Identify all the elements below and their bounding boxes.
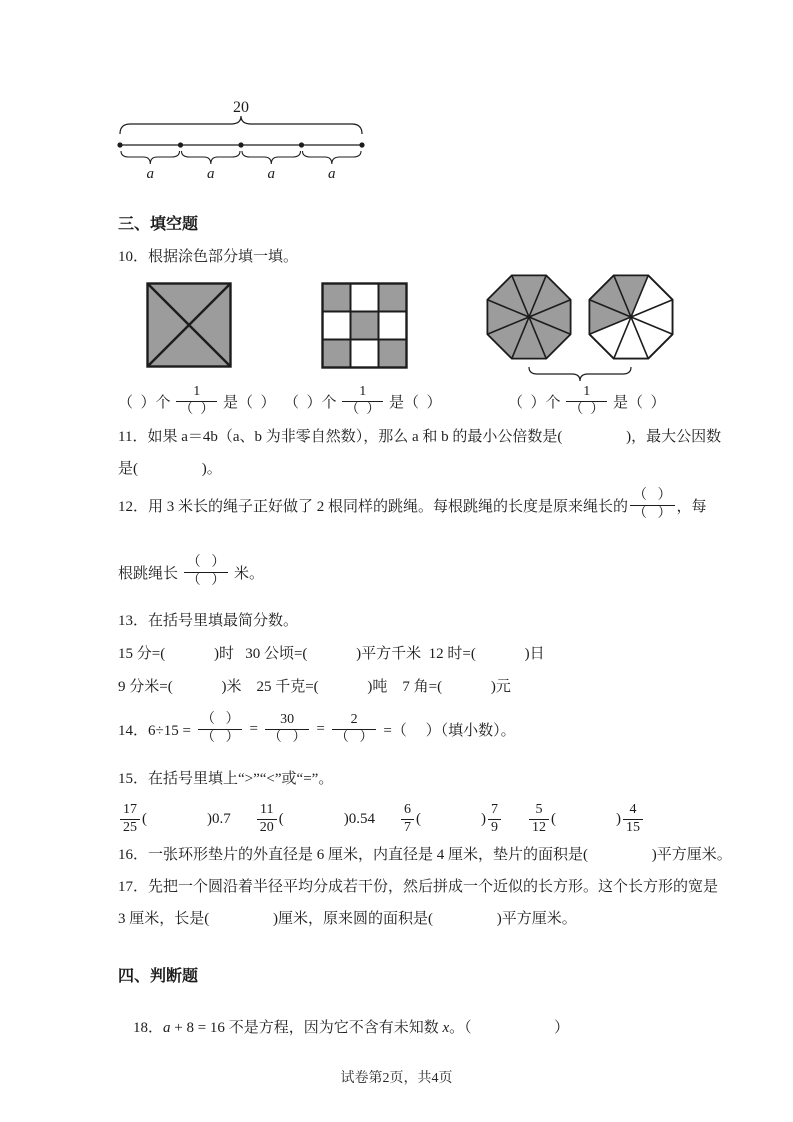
- q14-pre: 14．6÷15 =: [118, 722, 191, 739]
- equals-sign: =: [249, 720, 258, 737]
- q13-stem: 13．在括号里填最简分数。: [118, 613, 299, 629]
- fraction-numerator: （ ）: [633, 488, 672, 504]
- number-line-figure: [116, 98, 366, 180]
- fraction: [623, 802, 643, 835]
- q17-line-1: 17．先把一个圆沿着半径平均分成若干份，然后拼成一个近似的长方形。这个长方形的宽是: [118, 879, 719, 895]
- q12-text-tail: ，每: [676, 498, 707, 515]
- q10-fillin-1: [118, 384, 276, 418]
- fraction-numerator: （ ）: [200, 712, 240, 728]
- q11-line-2: 是( )。: [118, 461, 222, 477]
- fillin-post: 是（ ）: [385, 394, 442, 411]
- octagons-under-brace: [529, 367, 631, 381]
- q12-line-1: [118, 482, 707, 528]
- fraction-denominator: 12: [529, 819, 549, 836]
- fraction: [342, 384, 383, 417]
- fillin-pre: （ ）个: [508, 394, 565, 411]
- fillin-post: 是（ ）: [219, 394, 276, 411]
- fraction: [257, 802, 277, 835]
- q12-text: 根跳绳长: [118, 565, 182, 582]
- q15-pair-2: [255, 802, 375, 835]
- octagon-fully-shaded: [487, 275, 570, 358]
- segment-brace-4: [303, 151, 362, 164]
- fraction: [332, 712, 377, 745]
- q12-text-tail: 米。: [230, 565, 265, 582]
- fraction: [488, 802, 501, 835]
- fraction-denominator: 7: [401, 819, 414, 836]
- fraction-numerator: 4: [629, 802, 637, 818]
- octagon-three-eighths-shaded: [589, 275, 672, 358]
- comparison-blank: ( ): [278, 810, 349, 827]
- q18-variable-x: x: [442, 1019, 450, 1036]
- fraction: [120, 802, 140, 835]
- comparison-blank: ( ): [551, 810, 621, 827]
- q11-line-1: 11．如果 a＝4b（a、b 为非零自然数），那么 a 和 b 的最小公倍数是( )，最大公因数: [118, 429, 722, 445]
- fraction: [630, 488, 675, 521]
- fraction-denominator: （ ）: [184, 572, 229, 589]
- q14-equation: [118, 705, 516, 753]
- fraction-denominator: 25: [120, 819, 140, 836]
- q15-pair-1: [118, 802, 231, 835]
- fraction: [529, 802, 549, 835]
- fraction-numerator: 30: [280, 712, 295, 728]
- q15-stem: 15．在括号里填上“>”“<”或“=”。: [118, 771, 334, 787]
- comparison-blank: ( ): [142, 810, 212, 827]
- q14-post: =（ ）（填小数）。: [383, 722, 516, 739]
- fraction-denominator: 15: [623, 819, 643, 836]
- comparison-right: 0.7: [212, 810, 231, 827]
- fraction-denominator: 9: [488, 819, 501, 836]
- fraction-denominator: （ ）: [342, 401, 383, 418]
- q13-line-2: 9 分米=( )米 25 千克=( )吨 7 角=( )元: [118, 679, 511, 695]
- fraction-numerator: 11: [260, 802, 274, 818]
- fraction-numerator: 1: [193, 384, 201, 400]
- q18-text: [118, 1000, 569, 1056]
- segment-label-a1: a: [146, 166, 155, 180]
- fraction-denominator: 20: [257, 819, 277, 836]
- fraction-denominator: （ ）: [198, 729, 243, 746]
- fraction-numerator: 1: [359, 384, 367, 400]
- shaded-square-figure: [146, 282, 232, 368]
- fraction-numerator: 17: [123, 802, 137, 818]
- q10-fillin-2: [284, 384, 442, 418]
- shaded-grid-figure: [321, 282, 408, 369]
- q15-pair-3: [399, 802, 503, 835]
- q18-variable-a: a: [163, 1019, 171, 1036]
- q12-text: 12．用 3 米长的绳子正好做了 2 根同样的跳绳。每根跳绳的长度是原来绳长的: [118, 498, 629, 515]
- comparison-blank: ( ): [416, 810, 486, 827]
- fraction-numerator: （ ）: [186, 555, 226, 571]
- segment-brace-1: [121, 151, 180, 164]
- q17-line-2: 3 厘米，长是( )厘米，原来圆的面积是( )平方厘米。: [118, 911, 577, 927]
- fraction-numerator: 2: [350, 712, 358, 728]
- equals-sign: =: [316, 720, 325, 737]
- fraction: [401, 802, 414, 835]
- q12-line-2: [118, 547, 264, 597]
- over-brace: [120, 116, 362, 134]
- section-4-title: 四、判断题: [118, 968, 199, 985]
- q10-fillin-3: [508, 384, 666, 418]
- q18-answer-blank: 。（ ）: [449, 1019, 570, 1036]
- fraction-numerator: 5: [535, 802, 543, 818]
- total-length-label: 20: [233, 99, 249, 116]
- fraction-numerator: 7: [491, 802, 498, 818]
- segment-label-a4: a: [328, 166, 336, 180]
- fillin-pre: （ ）个: [118, 394, 175, 411]
- fillin-post: 是（ ）: [609, 394, 666, 411]
- page-footer: 试卷第2页，共4页: [340, 1071, 453, 1086]
- segment-brace-3: [242, 151, 301, 164]
- fraction-denominator: （ ）: [332, 729, 377, 746]
- segment-label-a3: a: [267, 166, 276, 180]
- shaded-octagons-figure: [480, 270, 680, 383]
- fraction-numerator: 6: [404, 802, 411, 818]
- q18-equation: + 8 = 16: [170, 1019, 229, 1036]
- fraction-denominator: （ ）: [176, 401, 217, 418]
- q15-comparisons: [118, 797, 645, 841]
- q18-number: 18．: [133, 1019, 164, 1036]
- segment-label-a2: a: [207, 166, 215, 180]
- q18-statement: 不是方程，因为它不含有未知数: [228, 1019, 443, 1036]
- fraction: [198, 712, 243, 745]
- fraction: [566, 384, 607, 417]
- fraction: [184, 555, 229, 588]
- fraction: [265, 712, 310, 745]
- fraction-denominator: （ ）: [265, 729, 310, 746]
- fillin-pre: （ ）个: [284, 394, 341, 411]
- comparison-right: 0.54: [348, 810, 375, 827]
- fraction-numerator: 1: [583, 384, 591, 400]
- segment-brace-2: [182, 151, 241, 164]
- fraction: [176, 384, 217, 417]
- q13-line-1: 15 分=( )时 30 公顷=( )平方千米 12 时=( )日: [118, 646, 545, 662]
- fraction-denominator: （ ）: [566, 401, 607, 418]
- fraction-denominator: （ ）: [630, 505, 675, 522]
- q16-text: 16．一张环形垫片的外直径是 6 厘米，内直径是 4 厘米，垫片的面积是( )平方厘米。: [118, 847, 732, 863]
- section-3-title: 三、填空题: [118, 216, 199, 233]
- q10-stem: 10．根据涂色部分填一填。: [118, 249, 299, 265]
- q15-pair-4: [527, 802, 645, 835]
